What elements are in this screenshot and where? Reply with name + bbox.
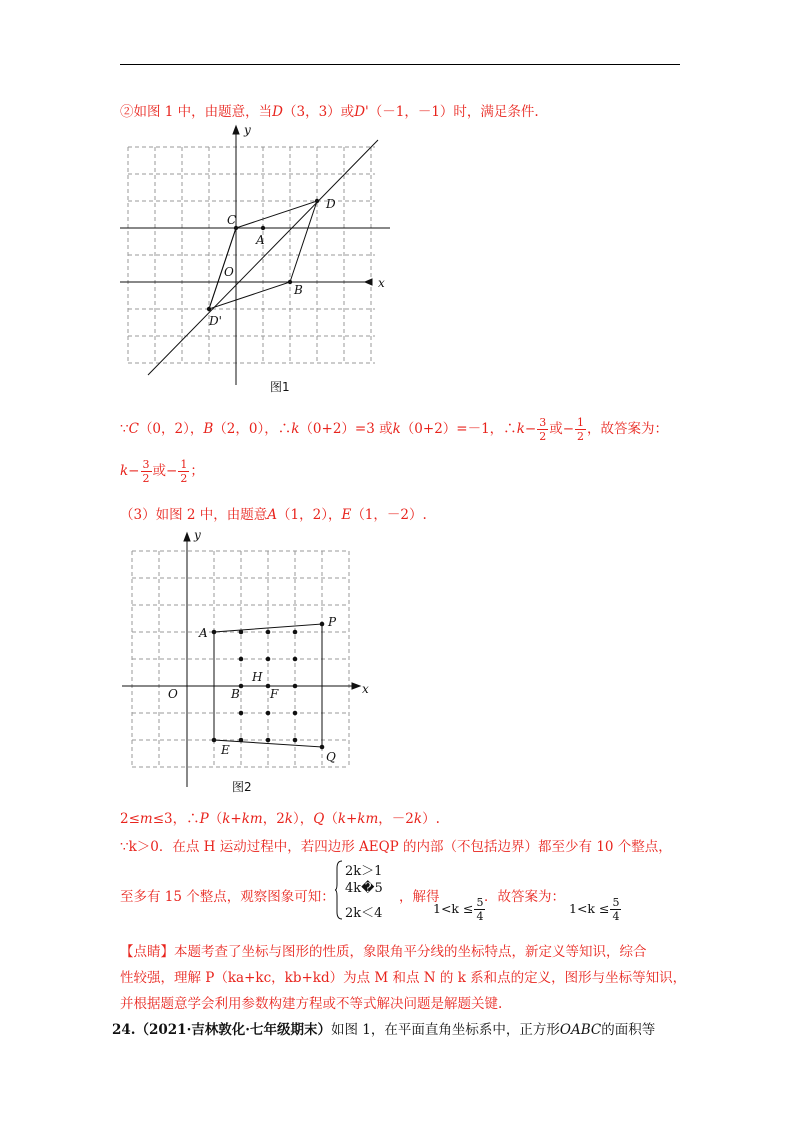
tip-line-2: 性较强，理解 P（ka+kc，kb+kd）为点 M 和点 N 的 k 系和点的定义，图形与坐标等知识，	[120, 970, 687, 986]
fig2-label-A: A	[199, 626, 208, 640]
fig1-label-B: B	[294, 283, 303, 297]
fig2-label-B: B	[231, 687, 240, 701]
fig2-label-Q: Q	[326, 750, 336, 764]
fig1-label-O: O	[224, 265, 234, 279]
fig2-label-E: E	[221, 743, 230, 757]
header-rule	[120, 64, 680, 65]
inequality-3: 2k＜4	[345, 906, 383, 921]
paragraph-3: k− $\frac{3}{2}$ 或− $\frac{1}{2}$ ；	[120, 458, 204, 485]
inequality-1: 2k＞1	[345, 864, 383, 879]
fig1-label-C: C	[227, 213, 237, 227]
brace-icon	[335, 860, 343, 920]
paragraph-7b: ，解得	[399, 889, 440, 905]
fig1-label-y: y	[244, 123, 251, 137]
fig1-label-x: x	[378, 276, 385, 290]
question-24: 24.（2021·吉林敦化·七年级期末）如图 1，在平面直角坐标系中，正方形OABC的面积等	[112, 1022, 656, 1038]
paragraph-7c: ．故答案为：	[484, 889, 565, 905]
figure-1	[120, 120, 390, 400]
tip-line-1: 【点睛】本题考查了坐标与图形的性质，象限角平分线的坐标特点，新定义等知识，综合	[120, 944, 647, 960]
tip-line-3: 并根据题意学会利用参数构建方程或不等式解决问题是解题关键.	[120, 996, 503, 1012]
fig1-label-D: D	[326, 197, 336, 211]
fig2-label-O: O	[168, 687, 178, 701]
fig2-label-F: F	[270, 687, 279, 701]
paragraph-5: 2≤m≤3，∴P（k+km，2k），Q（k+km，－2k）.	[120, 811, 440, 827]
figure-2	[120, 525, 380, 790]
fig2-label-P: P	[328, 615, 337, 629]
fig1-label-A: A	[256, 233, 265, 247]
paragraph-1: ②如图 1 中，由题意，当D（3，3）或D'（－1，－1）时，满足条件.	[120, 104, 539, 120]
fig2-label-y: y	[194, 528, 201, 542]
paragraph-6: ∵k＞0．在点 H 运动过程中，若四边形 AEQP 的内部（不包括边界）都至少有 10 个整点，	[120, 839, 672, 855]
fig2-label-H: H	[252, 670, 263, 684]
fig1-caption: 图1	[270, 380, 290, 394]
solution-1: 1<k ≤ $\frac{5}{4}$	[433, 896, 484, 923]
fig2-caption: 图2	[232, 780, 252, 794]
inequality-2: 4k�5	[345, 881, 383, 896]
paragraph-4: （3）如图 2 中，由题意A（1，2），E（1，－2）.	[120, 507, 427, 523]
fig2-label-x: x	[362, 682, 369, 696]
paragraph-2: ∵C（0，2），B（2，0），∴k（0+2）=3 或k（0+2）=－1，∴k− $\frac{3}{2}$ 或− $\frac{1}{2}$ ，故答案为：	[120, 416, 668, 443]
fig1-label-Dp: D'	[209, 314, 222, 328]
paragraph-7a: 至多有 15 个整点，观察图象可知：	[120, 889, 335, 905]
solution-2: 1<k ≤ $\frac{5}{4}$	[569, 896, 620, 923]
